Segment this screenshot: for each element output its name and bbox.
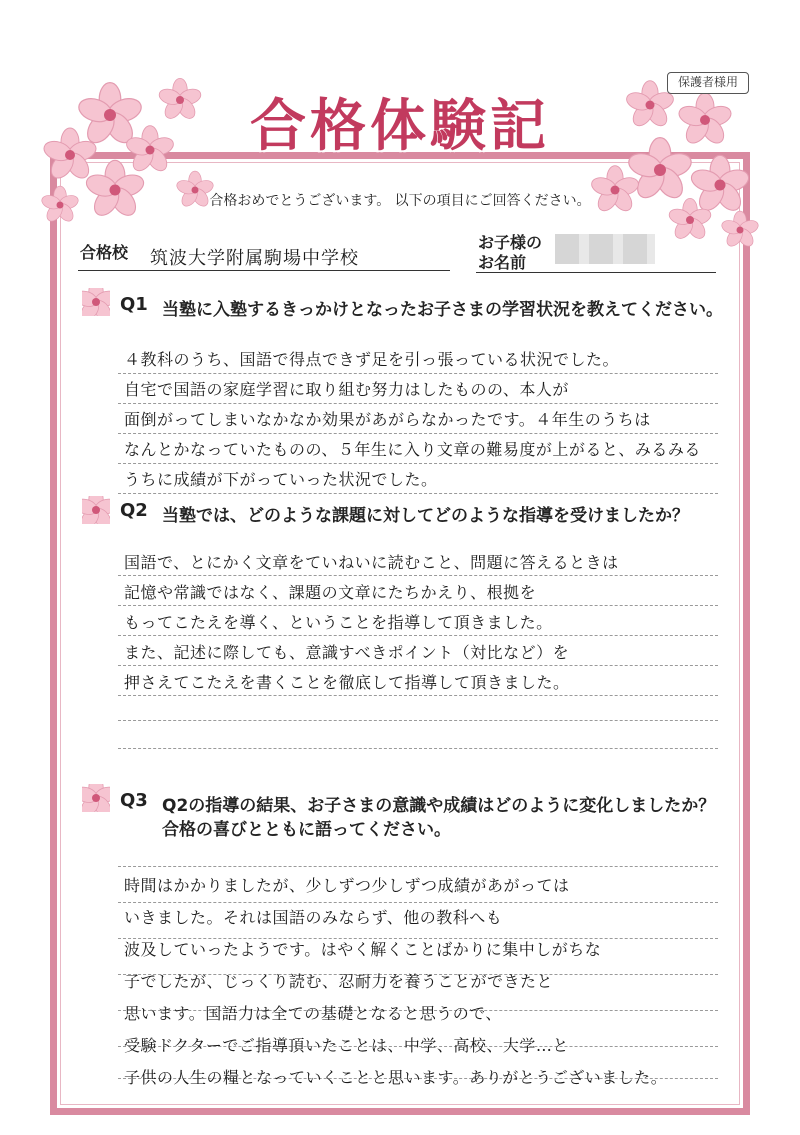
child-name-label-line1: お子様の	[478, 233, 543, 252]
school-label: 合格校	[80, 243, 129, 262]
answer-line: ４教科のうち、国語で得点できず足を引っ張っている状況でした。	[124, 350, 620, 369]
q2-question: 当塾では、どのような課題に対してどのような指導を受けましたか？	[162, 506, 689, 526]
q1-answer	[124, 345, 724, 495]
q2-answer	[124, 548, 724, 698]
q1-flower-icon	[82, 288, 110, 316]
child-name-label-line2: お名前	[478, 253, 527, 272]
q3-answer	[124, 870, 724, 1094]
answer-line: 国語で、とにかく文章をていねいに読むこと、問題に答えるときは	[124, 553, 619, 572]
school-value: 筑波大学附属駒場中学校	[150, 248, 359, 269]
ruled-line	[118, 748, 718, 749]
q3-flower-icon	[82, 784, 110, 812]
answer-line: 記憶や常識ではなく、課題の文章にたちかえり、根拠を	[124, 583, 537, 602]
answer-line: 面倒がってしまいなかなか効果があがらなかったです。４年生のうちは	[124, 410, 651, 429]
answer-line: いきました。それは国語のみならず、他の教科へも	[124, 908, 503, 927]
answer-line: 思います。国語力は全ての基礎となると思うので、	[124, 1004, 502, 1023]
ruled-line	[118, 720, 718, 721]
redacted-name	[555, 234, 655, 264]
q3-number: Q3	[120, 790, 148, 811]
answer-line: また、記述に際しても、意識すべきポイント（対比など）を	[124, 643, 570, 662]
answer-line: 子でしたが、じっくり読む、忍耐力を養うことができたと	[124, 972, 554, 991]
answer-line: 子供の人生の糧となっていくことと思います。ありがとうございました。	[124, 1068, 668, 1087]
answer-line: 押さえてこたえを書くことを徹底して指導して頂きました。	[124, 673, 570, 692]
answer-line: なんとかなっていたものの、５年生に入り文章の難易度が上がると、みるみる	[124, 440, 701, 459]
name-underline	[476, 272, 716, 273]
school-underline	[78, 270, 450, 271]
ruled-line	[118, 866, 718, 867]
answer-line: もってこたえを導く、ということを指導して頂きました。	[124, 613, 553, 632]
audience-badge: 保護者様用	[667, 72, 749, 94]
q3-question: Q2の指導の結果、お子さまの意識や成績はどのように変化しましたか？	[162, 796, 716, 816]
answer-line: 時間はかかりましたが、少しずつ少しずつ成績があがっては	[124, 876, 570, 895]
answer-line: 自宅で国語の家庭学習に取り組む努力はしたものの、本人が	[124, 380, 569, 399]
q2-flower-icon	[82, 496, 110, 524]
q2-number: Q2	[120, 500, 148, 521]
answer-line: 波及していったようです。はやく解くことばかりに集中しがちな	[124, 940, 602, 959]
q1-number: Q1	[120, 294, 148, 315]
answer-line: うちに成績が下がっていった状況でした。	[124, 470, 438, 489]
q3-question-line2: 合格の喜びとともに語ってください。	[162, 820, 451, 840]
page-title: 合格体験記	[250, 93, 550, 159]
greeting-text: 合格おめでとうございます。 以下の項目にご回答ください。	[209, 193, 591, 209]
answer-line: 受験ドクターでご指導頂いたことは、中学、高校、大学…と	[124, 1036, 569, 1055]
q1-question: 当塾に入塾するきっかけとなったお子さまの学習状況を教えてください。	[162, 300, 723, 320]
